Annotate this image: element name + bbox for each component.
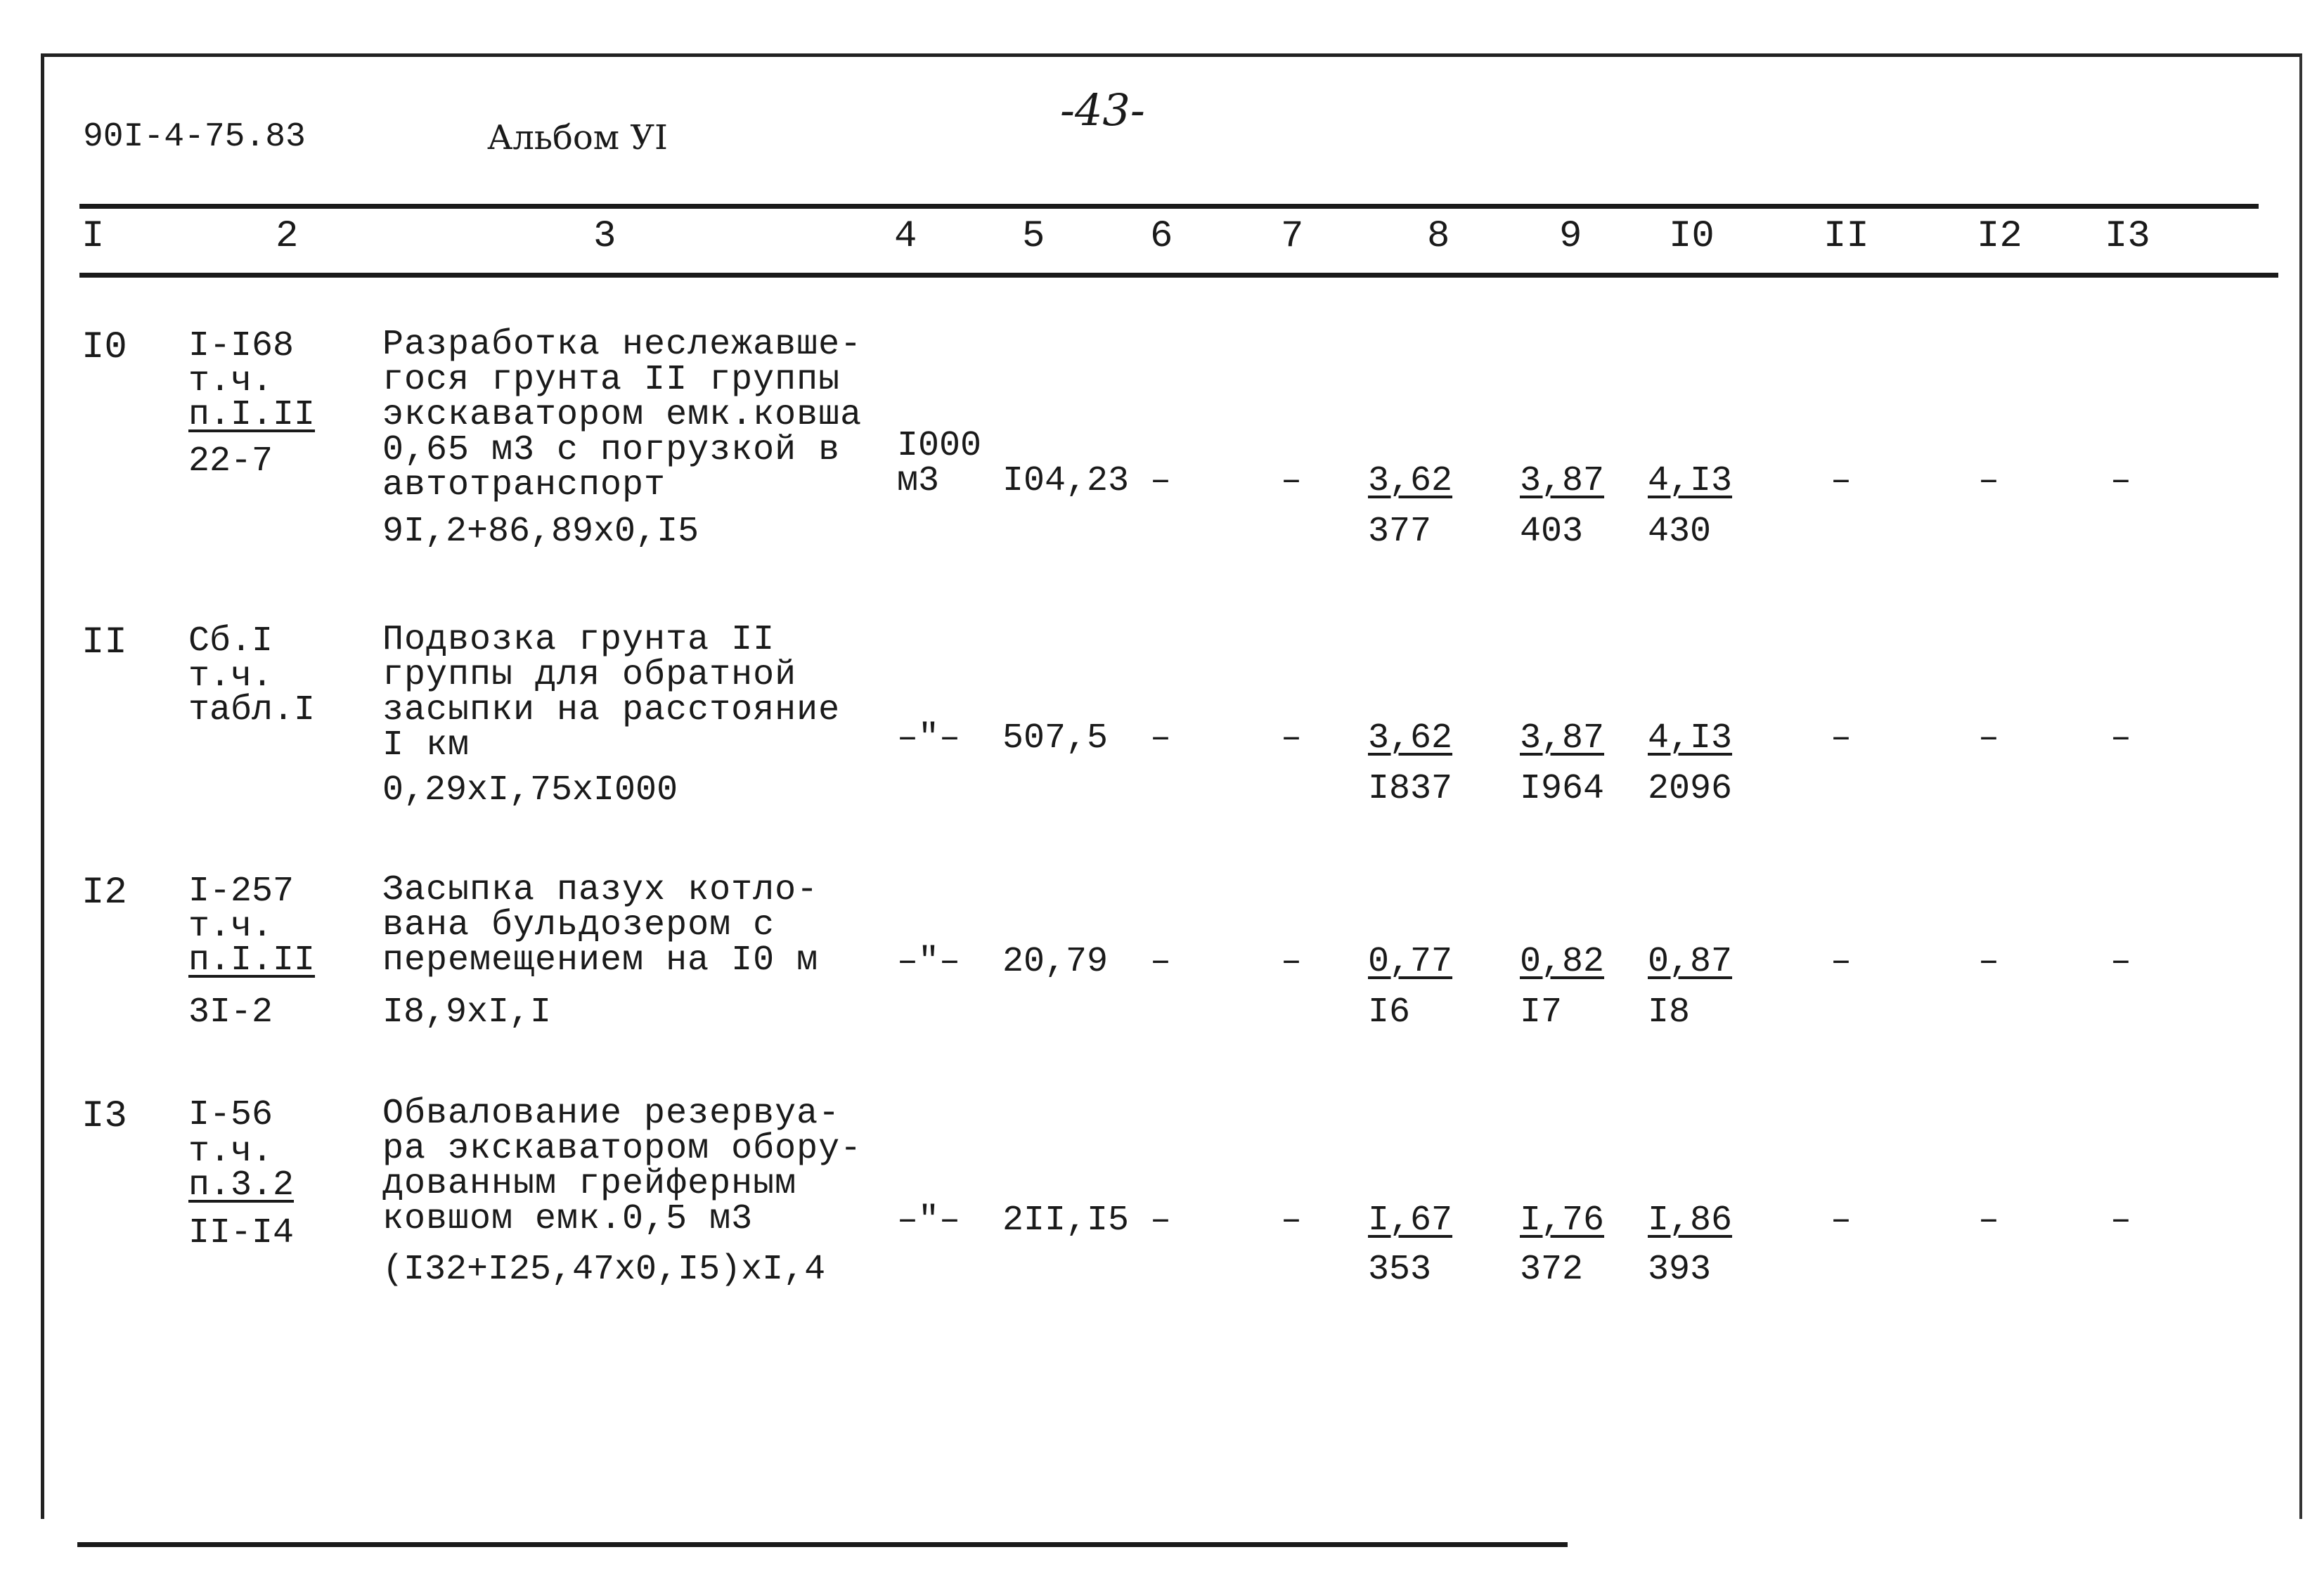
- quantity: 507,5: [1002, 718, 1109, 758]
- col8-rate: I,67: [1368, 1201, 1453, 1241]
- col8-total: I837: [1368, 769, 1453, 809]
- col9-rate: 3,87: [1520, 461, 1605, 501]
- quantity: I04,23: [1002, 461, 1130, 501]
- ref-part: т.ч.: [188, 907, 273, 947]
- ref-item: 3I-2: [188, 992, 273, 1033]
- description-line: ковшом емк.0,5 м3: [382, 1199, 754, 1239]
- row-number: I3: [82, 1095, 127, 1138]
- ref-section: п.3.2: [188, 1165, 295, 1205]
- col9-total: 372: [1520, 1250, 1584, 1290]
- ref-section: п.I.II: [188, 395, 316, 435]
- col11-value: –: [1831, 1201, 1852, 1241]
- description-line: перемещением на I0 м: [382, 940, 819, 981]
- unit: –"–: [897, 942, 961, 982]
- description-line: Разработка неслежавше-: [382, 325, 863, 365]
- col7-value: –: [1281, 1201, 1303, 1241]
- description-line: Обвалование резервуа-: [382, 1094, 841, 1134]
- col10-total: 2096: [1648, 769, 1733, 809]
- col13-value: –: [2110, 461, 2132, 501]
- ref-part: т.ч.: [188, 361, 273, 401]
- description-line: автотранспорт: [382, 465, 666, 505]
- header-bottom-rule: [79, 273, 2278, 278]
- col13-value: –: [2110, 942, 2132, 982]
- ref-code: I-56: [188, 1095, 273, 1135]
- col6-value: –: [1150, 942, 1172, 982]
- calculation-formula: I8,9xI,I: [382, 992, 552, 1033]
- description-line: Засыпка пазух котло-: [382, 870, 819, 910]
- col7-value: –: [1281, 461, 1303, 501]
- album-label: Альбом УІ: [487, 118, 669, 157]
- col12-value: –: [1978, 942, 2000, 982]
- col13-value: –: [2110, 1201, 2132, 1241]
- description-line: I км: [382, 725, 470, 765]
- column-number-3: 3: [593, 215, 616, 258]
- col11-value: –: [1831, 461, 1852, 501]
- column-number-2: 2: [276, 215, 299, 258]
- description-line: ра экскаватором обору-: [382, 1129, 863, 1169]
- col7-value: –: [1281, 718, 1303, 758]
- ref-code: I-I68: [188, 326, 295, 366]
- column-number-12: I2: [1977, 215, 2022, 258]
- col10-rate: 4,I3: [1648, 718, 1733, 758]
- quantity: 2II,I5: [1002, 1201, 1130, 1241]
- column-number-4: 4: [894, 215, 917, 258]
- description-line: вана бульдозером с: [382, 905, 775, 945]
- col6-value: –: [1150, 1201, 1172, 1241]
- row-number: II: [82, 621, 127, 664]
- col6-value: –: [1150, 461, 1172, 501]
- row-number: I0: [82, 326, 127, 369]
- col10-total: I8: [1648, 992, 1691, 1033]
- col10-total: 393: [1648, 1250, 1712, 1290]
- col9-rate: 0,82: [1520, 942, 1605, 982]
- calculation-formula: 9I,2+86,89x0,I5: [382, 512, 699, 552]
- col9-total: 403: [1520, 512, 1584, 552]
- col7-value: –: [1281, 942, 1303, 982]
- col6-value: –: [1150, 718, 1172, 758]
- column-number-5: 5: [1022, 215, 1045, 258]
- ref-code: I-257: [188, 872, 295, 912]
- col8-rate: 0,77: [1368, 942, 1453, 982]
- column-number-7: 7: [1281, 215, 1304, 258]
- col8-rate: 3,62: [1368, 718, 1453, 758]
- col12-value: –: [1978, 1201, 2000, 1241]
- col9-rate: 3,87: [1520, 718, 1605, 758]
- col8-total: I6: [1368, 992, 1411, 1033]
- description-line: 0,65 м3 с погрузкой в: [382, 430, 841, 470]
- ref-item: II-I4: [188, 1213, 295, 1253]
- col12-value: –: [1978, 718, 2000, 758]
- quantity: 20,79: [1002, 942, 1109, 982]
- col12-value: –: [1978, 461, 2000, 501]
- col11-value: –: [1831, 942, 1852, 982]
- unit: I000: [897, 426, 982, 466]
- col8-total: 377: [1368, 512, 1432, 552]
- col8-total: 353: [1368, 1250, 1432, 1290]
- ref-item: 22-7: [188, 441, 273, 481]
- ref-section: п.I.II: [188, 940, 316, 981]
- calculation-formula: (I32+I25,47x0,I5)xI,4: [382, 1250, 826, 1290]
- footer-rule: [77, 1542, 1568, 1547]
- column-number-10: I0: [1669, 215, 1715, 258]
- column-number-6: 6: [1150, 215, 1173, 258]
- calculation-formula: 0,29xI,75xI000: [382, 770, 678, 810]
- col10-rate: I,86: [1648, 1201, 1733, 1241]
- column-number-11: II: [1823, 215, 1869, 258]
- column-number-13: I3: [2105, 215, 2150, 258]
- column-number-9: 9: [1559, 215, 1582, 258]
- description-line: засыпки на расстояние: [382, 690, 841, 730]
- col10-rate: 4,I3: [1648, 461, 1733, 501]
- col9-total: I964: [1520, 769, 1605, 809]
- ref-part: т.ч.: [188, 657, 273, 697]
- description-line: экскаватором емк.ковша: [382, 395, 863, 435]
- description-line: Подвозка грунта II: [382, 620, 775, 660]
- ref-code: Сб.I: [188, 621, 273, 661]
- col9-rate: I,76: [1520, 1201, 1605, 1241]
- unit: –"–: [897, 718, 961, 758]
- unit: м3: [897, 461, 940, 501]
- col10-rate: 0,87: [1648, 942, 1733, 982]
- column-number-1: I: [82, 215, 105, 258]
- row-number: I2: [82, 872, 127, 914]
- col8-rate: 3,62: [1368, 461, 1453, 501]
- col13-value: –: [2110, 718, 2132, 758]
- ref-section: табл.I: [188, 690, 316, 730]
- document-code: 90I-4-75.83: [83, 118, 306, 156]
- page-number: -43-: [1060, 84, 1145, 136]
- col10-total: 430: [1648, 512, 1712, 552]
- header-top-rule: [79, 204, 2259, 209]
- description-line: группы для обратной: [382, 655, 797, 695]
- unit: –"–: [897, 1201, 961, 1241]
- column-number-8: 8: [1427, 215, 1450, 258]
- ref-part: т.ч.: [188, 1132, 273, 1172]
- col11-value: –: [1831, 718, 1852, 758]
- col9-total: I7: [1520, 992, 1563, 1033]
- description-line: гося грунта II группы: [382, 360, 841, 400]
- description-line: дованным грейферным: [382, 1164, 797, 1204]
